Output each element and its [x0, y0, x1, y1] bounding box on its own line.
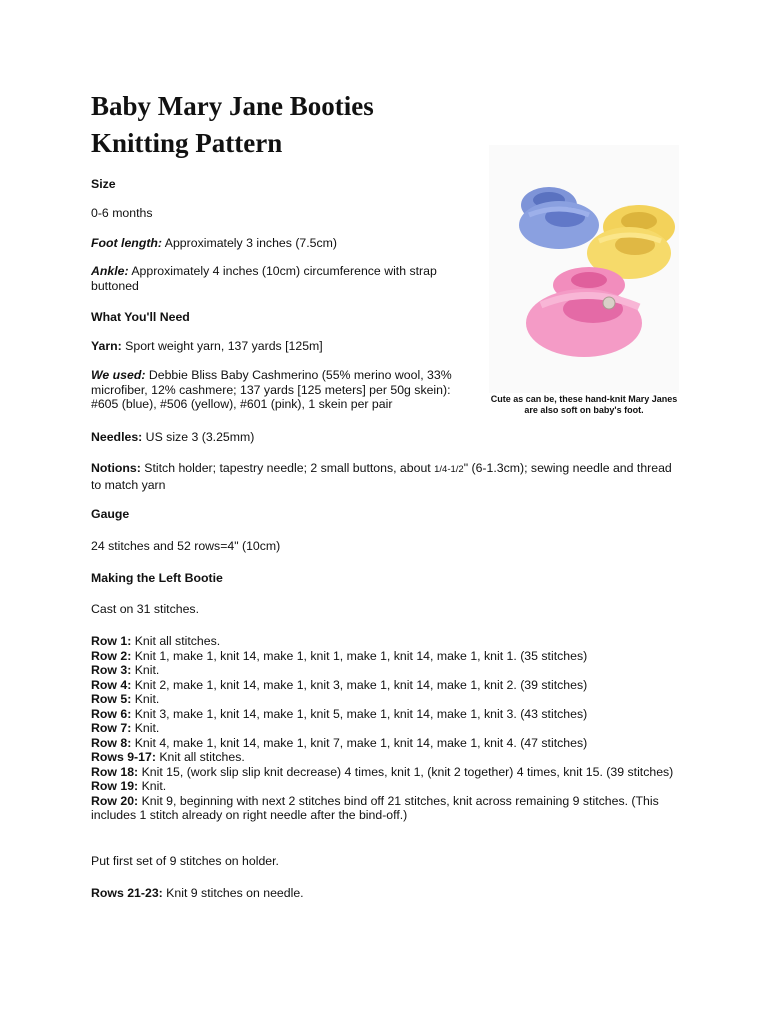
making-heading: Making the Left Bootie [91, 571, 223, 585]
row-label: Row 5: [91, 692, 132, 706]
row-label: Row 6: [91, 706, 132, 721]
row-text: Knit 4, make 1, knit 14, make 1, knit 7, make 1, knit 14, make 1, knit 4. (47 stitches) [131, 735, 588, 750]
row-label: Rows 9-17: [91, 750, 156, 764]
rows-9-17 [91, 750, 691, 765]
notions-text-b: " (6-1.3cm); sewing needle and thread to match yarn [91, 461, 672, 492]
row-text: Knit 1, make 1, knit 14, make 1, knit 1, make 1, knit 14, make 1, knit 1. (35 stitches) [131, 648, 588, 663]
row-1 [91, 634, 691, 649]
booties-photo [489, 145, 679, 393]
booties-illustration [489, 145, 679, 393]
needles [91, 430, 254, 445]
row-text: Knit 3, make 1, knit 14, make 1, knit 5, make 1, knit 14, make 1, knit 3. (43 stitches) [131, 706, 588, 721]
ankle [91, 264, 471, 293]
row-19 [91, 779, 691, 794]
rows-21-23-text: Knit 9 stitches on needle. [162, 886, 304, 900]
ankle-label: Ankle: [91, 264, 129, 278]
we-used-label: We used: [91, 368, 146, 382]
gauge-value: 24 stitches and 52 rows=4" (10cm) [91, 539, 281, 553]
rows-21-23 [91, 886, 304, 901]
foot-length-text: Approximately 3 inches (7.5cm) [162, 236, 337, 250]
row-18 [91, 765, 691, 780]
yarn [91, 339, 471, 354]
needles-text: US size 3 (3.25mm) [142, 430, 255, 444]
row-instructions [91, 634, 691, 823]
foot-length [91, 236, 471, 251]
what-you-need-heading: What You'll Need [91, 310, 190, 324]
page-title [91, 88, 471, 162]
title-line-1: Baby Mary Jane Booties [91, 91, 374, 121]
row-label: Row 7: [91, 721, 132, 735]
row-text: Knit. [131, 721, 160, 735]
row-20 [91, 794, 691, 823]
row-4 [91, 678, 691, 693]
photo-caption: Cute as can be, these hand-knit Mary Janes are also soft on baby's foot. [490, 394, 678, 415]
row-label: Row 3: [91, 663, 132, 677]
row-label: Row 20: [91, 793, 139, 808]
row-6 [91, 707, 691, 722]
we-used-text: Debbie Bliss Baby Cashmerino (55% merino wool, 33% microfiber, 12% cashmere; 137 yards [125 meters] per 50g skein): #605 (blue), #506 (yellow), #601 (pink), 1 skein per pair [91, 368, 452, 411]
row-label: Row 4: [91, 677, 132, 692]
foot-length-label: Foot length: [91, 236, 163, 250]
row-text: Knit all stitches. [131, 634, 221, 648]
row-label: Row 8: [91, 735, 132, 750]
cast-on: Cast on 31 stitches. [91, 602, 199, 616]
gauge-heading: Gauge [91, 507, 130, 521]
row-5 [91, 692, 691, 707]
size-heading: Size [91, 177, 116, 191]
row-7 [91, 721, 691, 736]
row-text: Knit. [131, 663, 160, 677]
row-text: Knit 9, beginning with next 2 stitches bind off 21 stitches, knit across remaining 9 stitches. (This includes 1 stitch already on right needle after the bind-off.) [91, 793, 659, 822]
ankle-text: Approximately 4 inches (10cm) circumference with strap buttoned [91, 264, 437, 293]
yarn-text: Sport weight yarn, 137 yards [125m] [121, 339, 323, 353]
we-used [91, 368, 471, 412]
notions-label: Notions: [91, 461, 141, 475]
row-label: Row 19: [91, 779, 139, 793]
row-3 [91, 663, 691, 678]
row-text: Knit. [131, 692, 160, 706]
row-2 [91, 649, 691, 664]
row-text: Knit 2, make 1, knit 14, make 1, knit 3, make 1, knit 14, make 1, knit 2. (39 stitches) [131, 677, 588, 692]
notions [91, 461, 681, 492]
size-value: 0-6 months [91, 206, 153, 220]
needles-label: Needles: [91, 430, 143, 444]
row-text: Knit 15, (work slip slip knit decrease) 4 times, knit 1, (knit 2 together) 4 times, knit 15. (39 stitches) [138, 764, 674, 779]
rows-21-23-label: Rows 21-23: [91, 886, 163, 900]
row-8 [91, 736, 691, 751]
notions-text-a: Stitch holder; tapestry needle; 2 small buttons, about [140, 461, 435, 475]
row-text: Knit all stitches. [155, 750, 245, 764]
title-line-2: Knitting Pattern [91, 128, 283, 158]
holder-note: Put first set of 9 stitches on holder. [91, 854, 279, 868]
row-text: Knit. [138, 779, 167, 793]
yarn-label: Yarn: [91, 339, 122, 353]
row-label: Row 1: [91, 634, 132, 648]
row-label: Row 18: [91, 764, 139, 779]
notions-fraction: 1/4-1/2 [434, 464, 464, 475]
row-label: Row 2: [91, 648, 132, 663]
